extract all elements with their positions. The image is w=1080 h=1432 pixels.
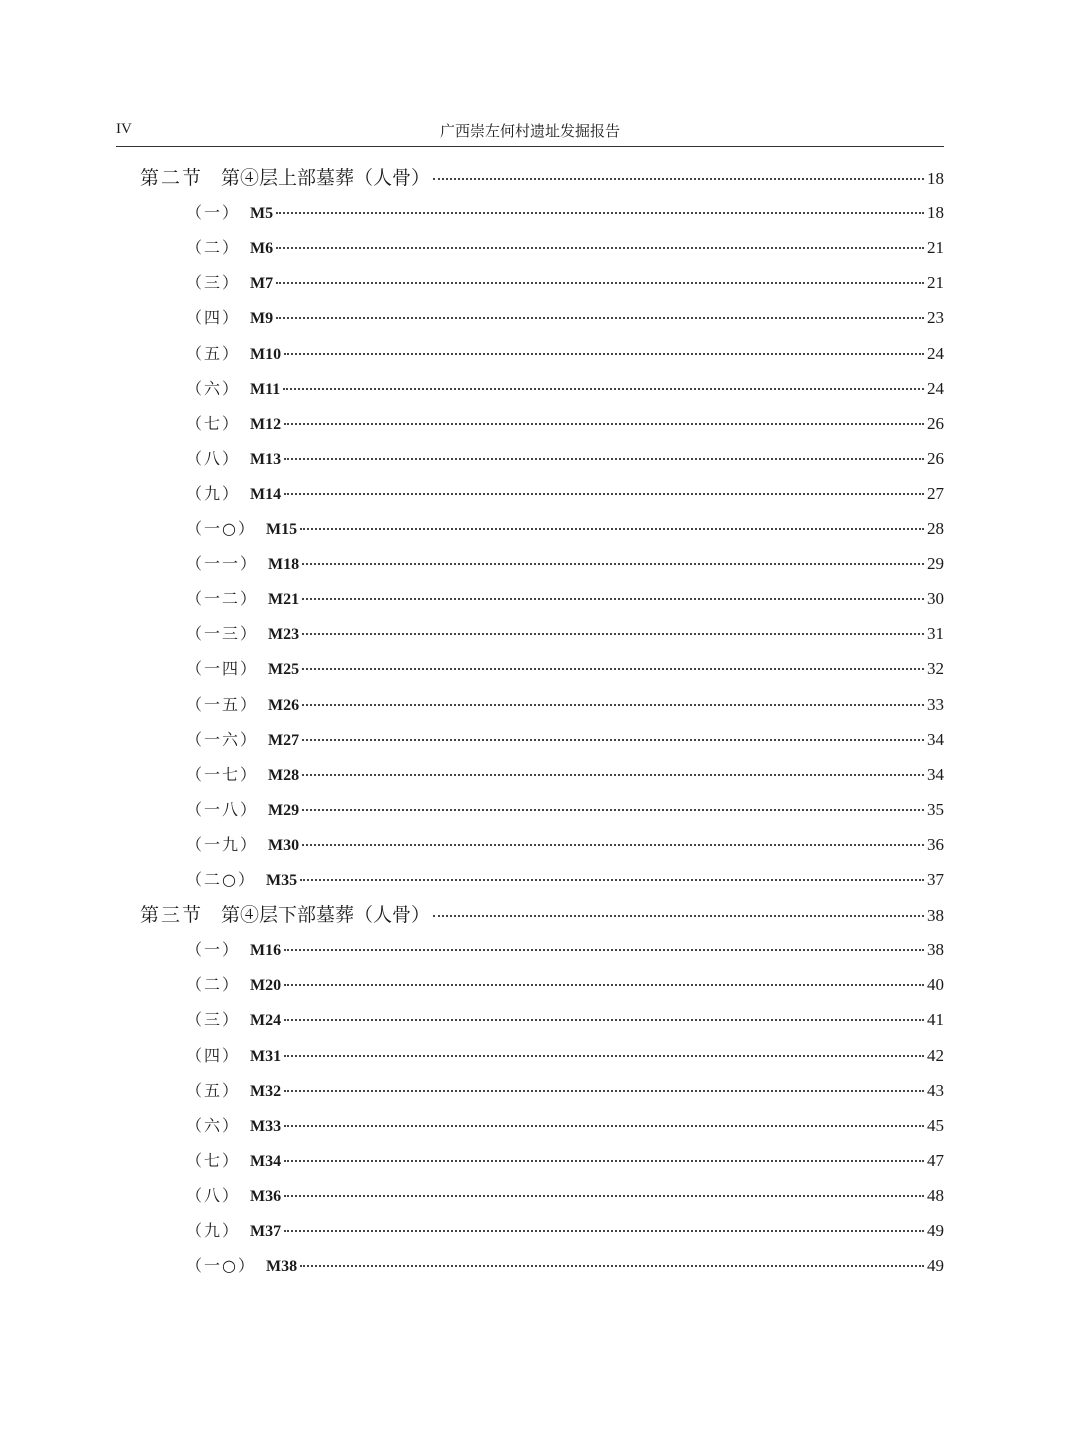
toc-item-number: （五） — [186, 344, 241, 363]
toc-item-entry — [186, 690, 944, 720]
toc-page-number: 24 — [927, 344, 944, 363]
toc-item-code: M13 — [250, 451, 282, 468]
toc-section-entry — [140, 900, 944, 930]
toc-item-number: （九） — [186, 1221, 241, 1240]
toc-item-entry — [186, 198, 944, 228]
toc-item-entry — [186, 760, 944, 790]
toc-item-entry — [186, 970, 944, 1000]
toc-page-number: 49 — [927, 1221, 944, 1240]
toc-section-entry — [140, 163, 944, 193]
toc-page-number: 32 — [927, 659, 944, 678]
toc-item-entry — [186, 619, 944, 649]
dot-leader — [276, 281, 924, 284]
toc-item-number: （一三） — [186, 624, 259, 643]
dot-leader — [284, 1124, 924, 1127]
toc-item-entry — [186, 654, 944, 684]
toc-item-code: M32 — [250, 1083, 282, 1100]
toc-item-number: （七） — [186, 414, 241, 433]
toc-page-number: 45 — [927, 1116, 944, 1135]
toc-item-number: （二） — [186, 238, 241, 257]
toc-item-entry — [186, 935, 944, 965]
toc-item-code: M6 — [250, 240, 274, 257]
toc-item-number: （三） — [186, 1010, 241, 1029]
toc-item-number: （四） — [186, 1046, 241, 1065]
toc-item-code: M36 — [250, 1188, 282, 1205]
toc-item-number: （一○） — [186, 1256, 256, 1275]
toc-item-code: M5 — [250, 205, 274, 222]
toc-item-number: （一二） — [186, 589, 259, 608]
dot-leader — [302, 808, 924, 811]
toc-item-number: （一） — [186, 940, 241, 959]
toc-item-code: M24 — [250, 1012, 282, 1029]
toc-page-number: 26 — [927, 414, 944, 433]
toc-item-number: （六） — [186, 379, 241, 398]
toc-item-number: （五） — [186, 1081, 241, 1100]
toc-item-code: M20 — [250, 977, 282, 994]
toc-item-entry — [186, 795, 944, 825]
dot-leader — [284, 492, 924, 495]
dot-leader — [284, 1159, 924, 1162]
dot-leader — [283, 387, 924, 390]
dot-leader — [276, 246, 924, 249]
toc-page-number: 31 — [927, 624, 944, 643]
dot-leader — [300, 527, 924, 530]
toc-item-entry — [186, 1146, 944, 1176]
dot-leader — [276, 211, 924, 214]
toc-item-code: M14 — [250, 486, 282, 503]
toc-item-number: （九） — [186, 484, 241, 503]
dot-leader — [302, 667, 924, 670]
toc-page-number: 18 — [927, 169, 944, 188]
toc-item-number: （一八） — [186, 800, 259, 819]
toc-item-entry — [186, 1111, 944, 1141]
toc-page-number: 36 — [927, 835, 944, 854]
toc-section-title: 第④层下部墓葬（人骨） — [221, 904, 431, 926]
toc-page-number: 24 — [927, 379, 944, 398]
toc-section-number: 第二节 — [140, 167, 204, 189]
toc-item-number: （三） — [186, 273, 241, 292]
toc-item-number: （四） — [186, 308, 241, 327]
toc-item-code: M31 — [250, 1048, 282, 1065]
toc-item-number: （六） — [186, 1116, 241, 1135]
toc-item-entry — [186, 409, 944, 439]
toc-item-code: M27 — [268, 732, 300, 749]
toc-item-number: （八） — [186, 449, 241, 468]
toc-page-number: 28 — [927, 519, 944, 538]
dot-leader — [284, 422, 924, 425]
dot-leader — [302, 773, 924, 776]
dot-leader — [284, 352, 924, 355]
toc-item-entry — [186, 1216, 944, 1246]
dot-leader — [300, 878, 924, 881]
toc-item-number: （一四） — [186, 659, 259, 678]
page-header — [116, 118, 944, 147]
toc-item-entry — [186, 1251, 944, 1281]
toc-item-number: （七） — [186, 1151, 241, 1170]
toc-item-number: （一五） — [186, 695, 259, 714]
header-page-number: IV — [116, 121, 132, 137]
toc-page-number: 38 — [927, 906, 944, 925]
dot-leader — [284, 1054, 924, 1057]
toc-page-number: 40 — [927, 975, 944, 994]
dot-leader — [276, 316, 924, 319]
toc-item-number: （一七） — [186, 765, 259, 784]
toc-item-entry — [186, 1076, 944, 1106]
toc-item-number: （二） — [186, 975, 241, 994]
toc-page-number: 37 — [927, 870, 944, 889]
toc-item-number: （一） — [186, 203, 241, 222]
toc-item-entry — [186, 1005, 944, 1035]
toc-item-code: M12 — [250, 416, 282, 433]
toc-page-number: 33 — [927, 695, 944, 714]
toc-item-code: M18 — [268, 556, 300, 573]
toc-page-number: 35 — [927, 800, 944, 819]
dot-leader — [302, 703, 924, 706]
toc-item-code: M16 — [250, 942, 282, 959]
toc-item-entry — [186, 444, 944, 474]
dot-leader — [302, 597, 924, 600]
toc-item-code: M35 — [265, 872, 298, 889]
toc-item-entry — [186, 725, 944, 755]
toc-item-number: （二○） — [186, 870, 256, 889]
toc-page-number: 21 — [927, 273, 944, 292]
toc-page-number: 43 — [927, 1081, 944, 1100]
toc-section-number: 第三节 — [140, 904, 204, 926]
toc-page-number: 18 — [927, 203, 944, 222]
toc-item-entry — [186, 479, 944, 509]
toc-item-code: M30 — [268, 837, 300, 854]
toc-item-entry — [186, 514, 944, 544]
toc-item-number: （一一） — [186, 554, 259, 573]
toc-page-number: 48 — [927, 1186, 944, 1205]
toc-item-entry — [186, 865, 944, 895]
dot-leader — [284, 1194, 924, 1197]
toc-item-number: （一六） — [186, 730, 259, 749]
dot-leader — [302, 562, 924, 565]
dot-leader — [433, 177, 924, 180]
toc-item-code: M38 — [265, 1258, 298, 1275]
toc-item-entry — [186, 584, 944, 614]
toc-page-number: 26 — [927, 449, 944, 468]
dot-leader — [284, 983, 924, 986]
toc-item-code: M33 — [250, 1118, 282, 1135]
dot-leader — [284, 948, 924, 951]
toc-item-code: M23 — [268, 626, 300, 643]
dot-leader — [302, 843, 924, 846]
toc-page-number: 27 — [927, 484, 944, 503]
toc-item-entry — [186, 830, 944, 860]
toc-item-code: M25 — [268, 661, 300, 678]
toc-item-code: M34 — [250, 1153, 282, 1170]
toc-item-entry — [186, 1181, 944, 1211]
toc-page-number: 29 — [927, 554, 944, 573]
dot-leader — [302, 632, 924, 635]
toc-item-entry — [186, 233, 944, 263]
dot-leader — [284, 457, 924, 460]
toc-item-code: M28 — [268, 767, 300, 784]
toc-item-entry — [186, 374, 944, 404]
toc-item-code: M10 — [250, 346, 282, 363]
toc-item-entry — [186, 1041, 944, 1071]
toc-item-entry — [186, 549, 944, 579]
toc-item-number: （一九） — [186, 835, 259, 854]
toc-page-number: 38 — [927, 940, 944, 959]
toc-page-number: 34 — [927, 765, 944, 784]
header-book-title: 广西崇左何村遗址发掘报告 — [439, 122, 620, 140]
toc-page-number: 49 — [927, 1256, 944, 1275]
toc-item-code: M7 — [250, 275, 274, 292]
toc-item-code: M26 — [268, 697, 300, 714]
toc-page-number: 42 — [927, 1046, 944, 1065]
toc-item-number: （八） — [186, 1186, 241, 1205]
toc-page-number: 41 — [927, 1010, 944, 1029]
toc-item-entry — [186, 268, 944, 298]
toc-page-number: 23 — [927, 308, 944, 327]
toc-item-number: （一○） — [186, 519, 256, 538]
dot-leader — [284, 1018, 924, 1021]
toc-page-number: 34 — [927, 730, 944, 749]
dot-leader — [302, 738, 924, 741]
toc-page-number: 30 — [927, 589, 944, 608]
toc-item-code: M11 — [250, 381, 281, 398]
toc-item-entry — [186, 339, 944, 369]
toc-item-code: M37 — [250, 1223, 282, 1240]
toc-item-code: M21 — [268, 591, 300, 608]
toc-item-entry — [186, 303, 944, 333]
toc-page-number: 21 — [927, 238, 944, 257]
toc-item-code: M9 — [250, 310, 274, 327]
toc-page-number: 47 — [927, 1151, 944, 1170]
toc-item-code: M15 — [265, 521, 298, 538]
dot-leader — [284, 1229, 924, 1232]
toc-section-title: 第④层上部墓葬（人骨） — [221, 167, 431, 189]
dot-leader — [300, 1264, 924, 1267]
toc-item-code: M29 — [268, 802, 300, 819]
dot-leader — [433, 914, 924, 917]
dot-leader — [284, 1089, 924, 1092]
